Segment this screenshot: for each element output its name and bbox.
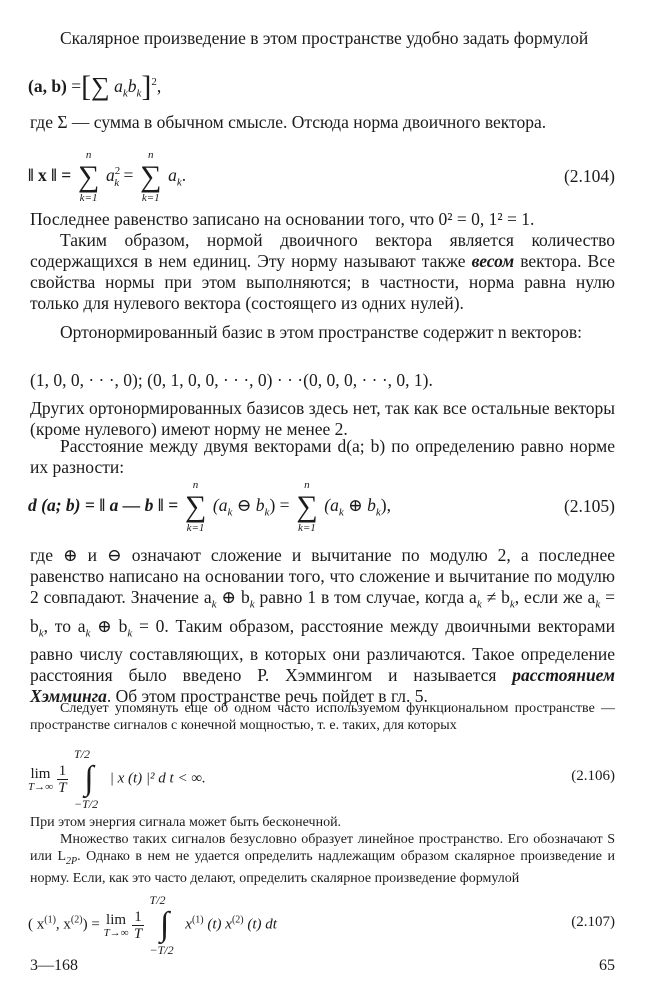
equation-2-107: ( $x^{(1)}$, $x^{(2)}$) = lim T→∞ $\frac{1}{T}$ T/2 ∫ −T/2 $x^{(1)}$ (t) $x^{(2)}$ (t) dt (2.107) xyxy=(28,893,615,957)
term-hamming-distance: расстоянием Хэмминга xyxy=(30,665,615,706)
small-paragraph-2 xyxy=(30,814,615,831)
eq-ab-sup: 2 xyxy=(151,76,157,89)
paragraph-2-text: где Σ — сумма в обычном смысле. Отсюда норма двоичного вектора. xyxy=(30,112,547,132)
small-paragraph-1-text: Следует упомянуть еще об одном часто используемом функциональном пространстве — пространстве сигналов с конечной мощностью, т. е. таких, для которых xyxy=(30,701,615,733)
small-paragraph-2-text: При этом энергия сигнала может быть бесконечной. xyxy=(30,815,342,830)
paragraph-1 xyxy=(30,28,615,49)
small-paragraph-1 xyxy=(30,700,615,734)
eq-ab-a: a xyxy=(114,76,123,96)
eq104-equals: = xyxy=(123,165,134,186)
term-weight: весом xyxy=(471,251,515,271)
eq106-body: | x (t) |² d t < ∞. xyxy=(109,770,206,787)
eq106-limit: lim T→∞ xyxy=(28,765,53,793)
paragraph-5-text: Ортонормированный базис в этом пространстве содержит n векторов: xyxy=(60,322,582,342)
eq-ab-b: b xyxy=(127,76,137,96)
eq-ab-sub2: k xyxy=(136,87,142,100)
equation-2-104: ‖ x ‖ = n ∑ k=1 $a^2_k$ = n ∑ k=1 $a_k$. (2.104) xyxy=(28,149,615,204)
paragraph-8: где ⊕ и ⊖ означают сложение и вычитание по модулю 2, а последнее равенство написано на основании того, что сложение и вычитание по модулю 2 совпадают. Значение $a_k$ ⊕ $b_k$ равно 1 в том случае, когда $a_k \ne b_k$, если же $a_k = b_k$, то $a_k$ ⊕ $b_k = 0$. Таким образом, расстояние между двоичными векторами равно числу составляющих, в которых они различаются. Такое определение расстояния было введено Р. Хэммингом и называется расстоянием Хэмминга. Об этом пространстве речь пойдет в гл. 5. xyxy=(30,545,615,706)
basis-vectors xyxy=(30,370,615,391)
sum-symbol-3: n ∑ k=1 xyxy=(184,479,207,534)
eq-ab-lhs: (a, b) xyxy=(28,76,67,96)
paragraph-7-text: Расстояние между двумя векторами d(a; b) по определению равно норме их разности: xyxy=(30,436,615,477)
paragraph-6-text: Других ортонормированных базисов здесь нет, так как все остальные векторы (кроме нулевого) имеют норму не менее 2. xyxy=(30,398,615,439)
sum-symbol-2: n ∑ k=1 xyxy=(140,149,162,204)
eq107-fraction: $\frac{1}{T}$ xyxy=(133,908,143,942)
paragraph-3 xyxy=(30,209,615,230)
equation-number-2-107: (2.107) xyxy=(571,914,615,930)
page-number: 65 xyxy=(599,957,615,974)
equation-number-2-104: (2.104) xyxy=(563,166,615,186)
paragraph-7 xyxy=(30,436,615,478)
signature-mark: 3—168 xyxy=(30,957,78,974)
right-bracket: ] xyxy=(141,70,152,103)
eq106-fraction: $\frac{1}{T}$ xyxy=(58,762,67,796)
paragraph-1-text: Скалярное произведение в этом пространстве удобно задать формулой xyxy=(60,28,589,48)
eq104-lhs: ‖ x ‖ = xyxy=(28,165,72,186)
paragraph-5 xyxy=(30,322,615,343)
left-bracket: [ xyxy=(81,70,92,103)
eq107-limit: lim T→∞ xyxy=(103,911,129,939)
eq-ab-sub1: k xyxy=(122,87,128,100)
paragraph-3-text: Последнее равенство записано на основании того, что 0² = 0, 1² = 1. xyxy=(30,209,535,229)
small-paragraph-3: Множество таких сигналов безусловно образует линейное пространство. Его обозначают S или $L_{2P}$. Однако в нем не удается определить надлежащим образом скалярное произведение и норму. Если, как это часто делают, определить скалярное произведение формулой xyxy=(30,832,615,886)
sigma-symbol: ∑ xyxy=(91,72,110,101)
equation-2-106 xyxy=(28,747,615,811)
equation-number-2-105: (2.105) xyxy=(563,496,615,516)
paragraph-6 xyxy=(30,398,615,440)
equation-2-105: d (a; b) = ‖ a — b ‖ = n ∑ k=1 ($a_k$ ⊖ $b_k$) = n ∑ k=1 ($a_k$ ⊕ $b_k$), (2.105) xyxy=(28,479,615,534)
basis-vectors-text: (1, 0, 0, · · ·, 0); (0, 1, 0, 0, · · ·, 0) · · ·(0, 0, 0, · · ·, 0, 1). xyxy=(30,370,433,390)
equation-number-2-106: (2.106) xyxy=(571,768,615,784)
sum-symbol-4: n ∑ k=1 xyxy=(296,479,318,534)
integral-symbol-2: T/2 ∫ −T/2 xyxy=(149,893,174,957)
eq104-term1: a xyxy=(105,165,115,186)
sum-symbol-1: n ∑ k=1 xyxy=(77,149,100,204)
eq104-term2: a xyxy=(168,165,177,186)
eq105-lhs: d (a; b) = ‖ a — b ‖ = xyxy=(28,495,179,516)
paragraph-2 xyxy=(30,112,615,133)
paragraph-4: Таким образом, нормой двоичного вектора является количество содержащихся в нем единиц. Эту норму называют также весом вектора. Все свойства нормы при этом выполняются; в частности, норма равна нулю только для нулевого вектора (состоящего из одних нулей). xyxy=(30,230,615,313)
equation-inner-product: (a, b) =[∑ $a_kb_k]^2$, xyxy=(28,70,162,103)
eq-ab-equals: = xyxy=(71,76,82,96)
integral-symbol-1: T/2 ∫ −T/2 xyxy=(73,747,99,811)
